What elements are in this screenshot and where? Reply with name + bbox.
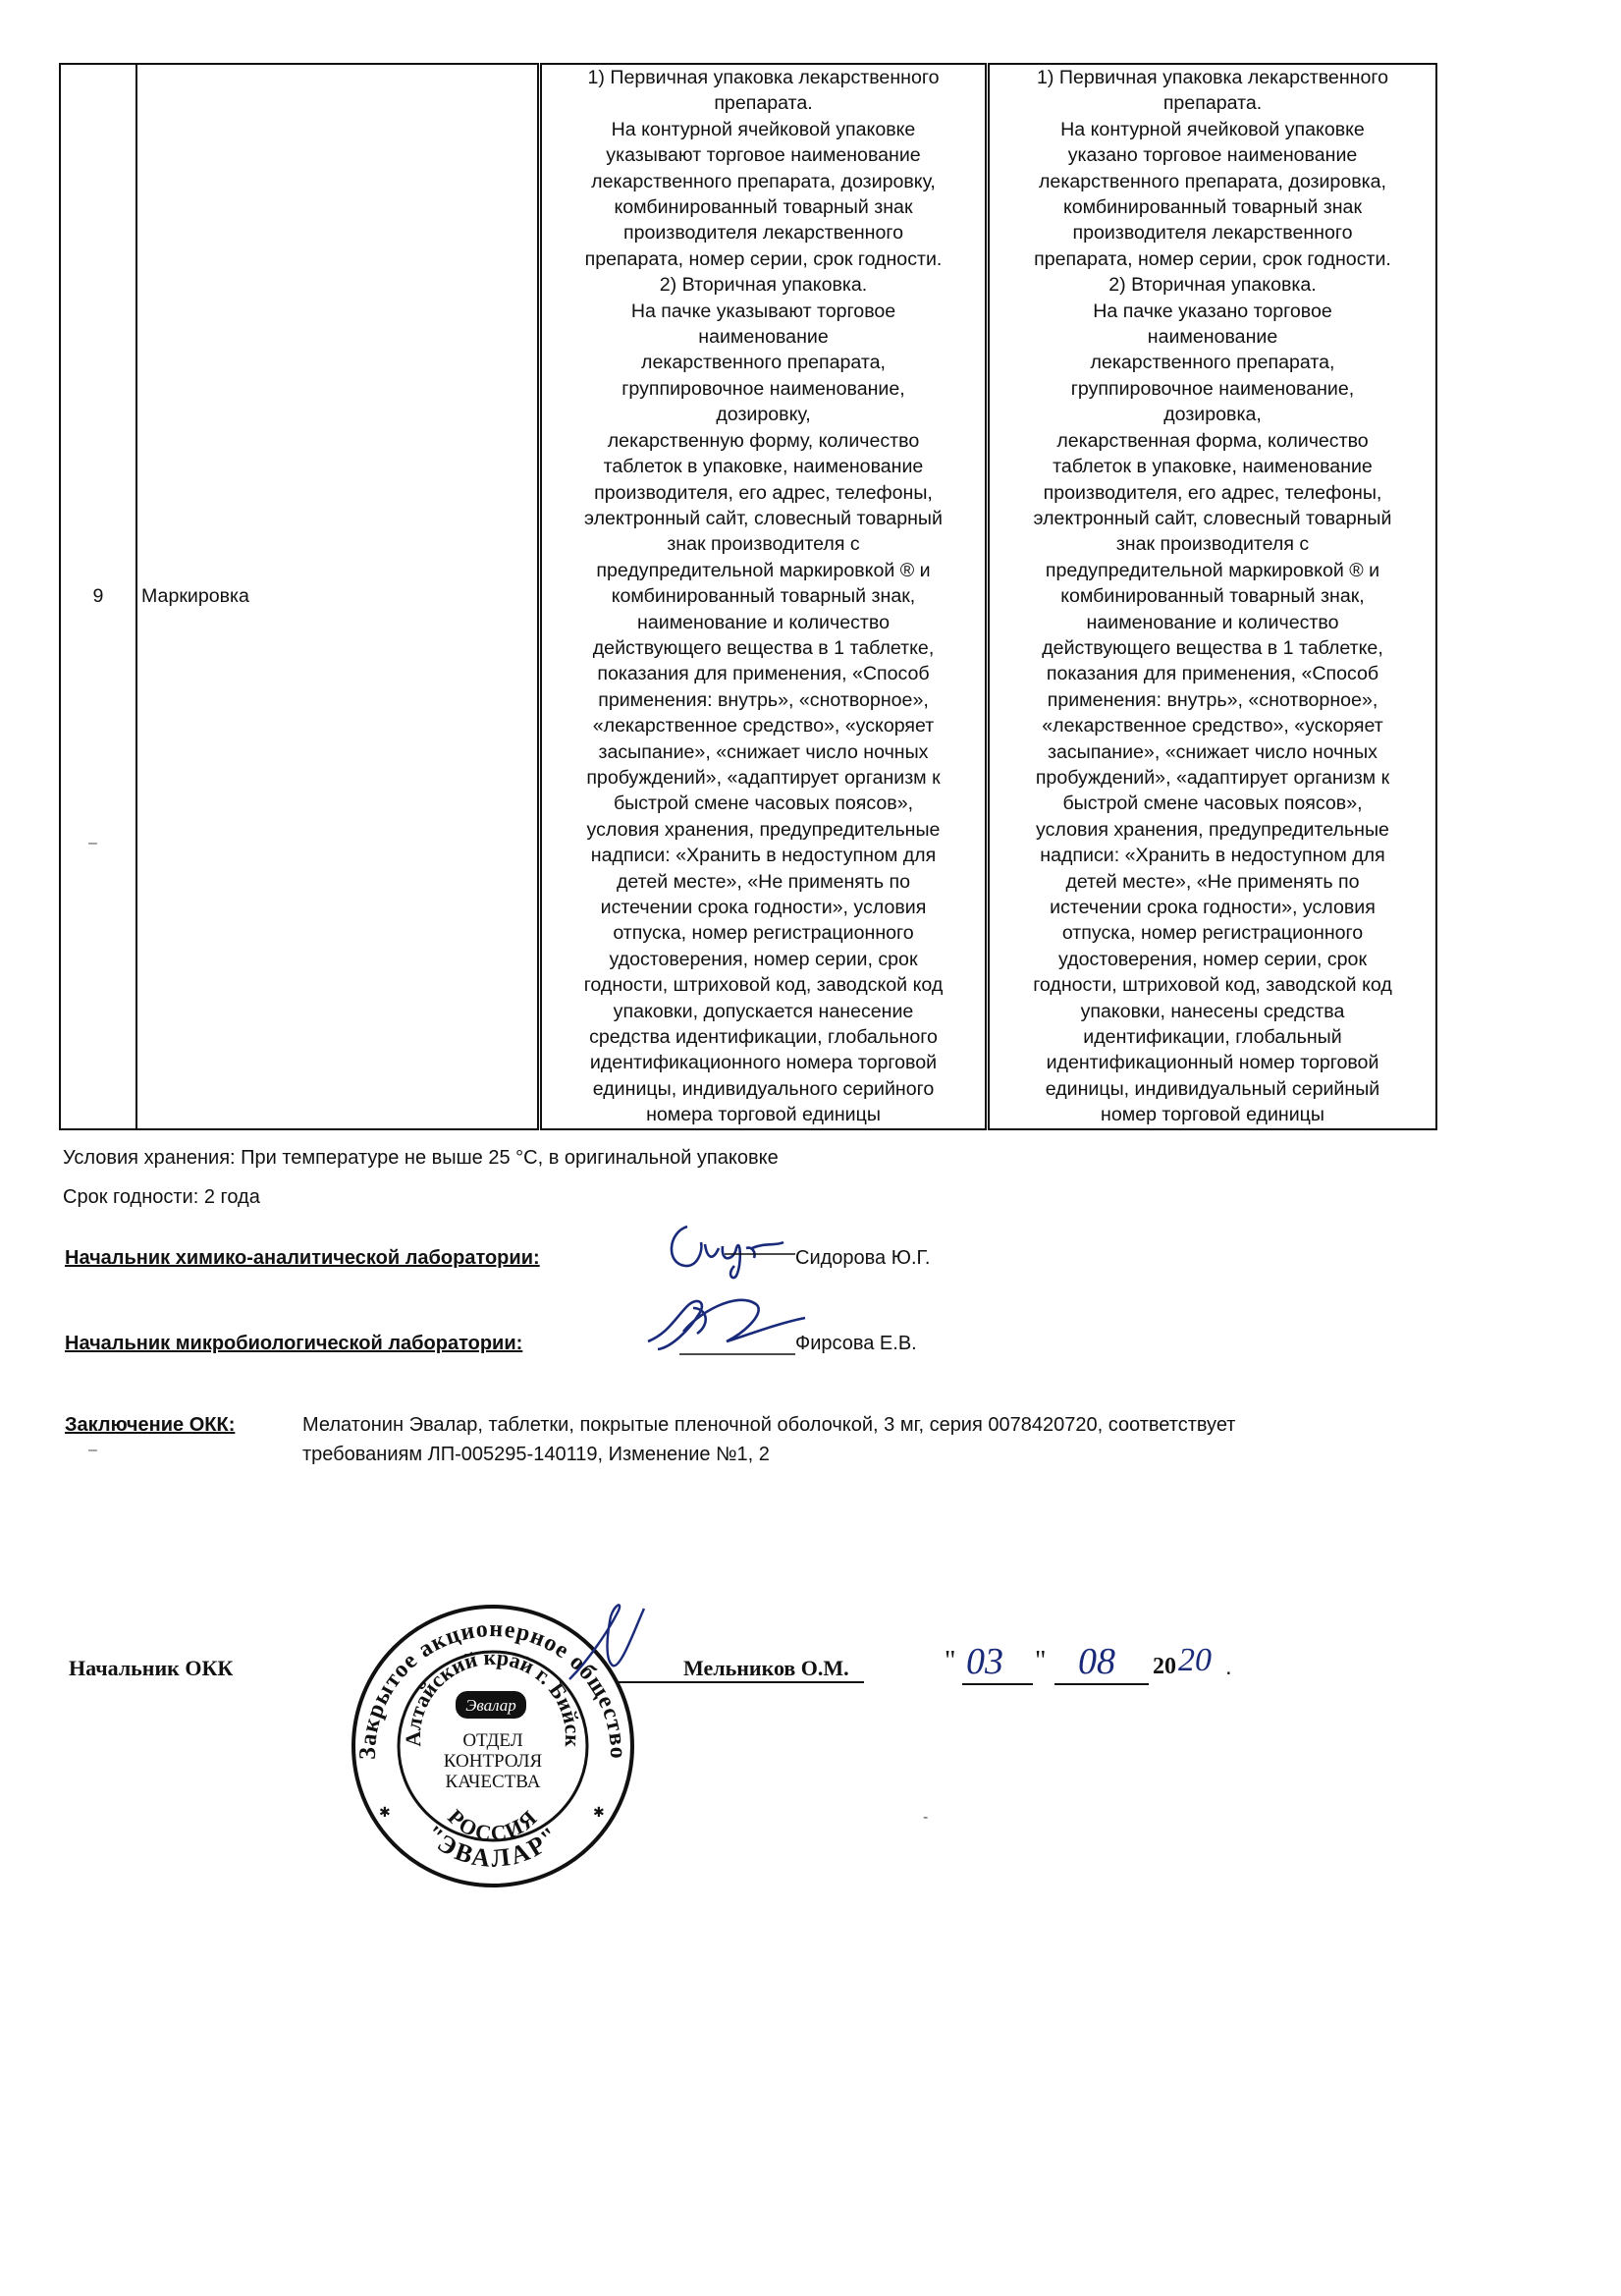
cell-line: производителя, его адрес, телефоны, [1043,481,1382,504]
cell-line: единицы, индивидуальный серийный [1045,1077,1380,1100]
cell-line: отпуска, номер регистрационного [1061,922,1364,945]
cell-line: комбинированный товарный знак, [611,585,916,608]
signature-name-micro: Фирсова Е.В. [795,1333,917,1354]
cell-line: единицы, индивидуального серийного [592,1077,935,1100]
cell-line: предупредительной маркировкой ® и [1045,559,1380,581]
cell-line: На пачке указывают торговое [630,300,896,322]
stamp-inner-text: Алтайский край г. Бийск [400,1644,586,1748]
stamp-center-2: КОНТРОЛЯ [443,1751,543,1772]
cell-line: отпуска, номер регистрационного [613,922,914,945]
cell-line: удостоверения, номер серии, срок [609,948,918,970]
signature-sidorova-icon [658,1213,815,1286]
cell-line: годности, штриховой код, заводской код [1033,974,1392,997]
cell-line: применения: внутрь», «снотворное», [1047,688,1378,711]
cell-line: истечении срока годности», условия [600,897,927,918]
conclusion-line-1: Мелатонин Эвалар, таблетки, покрытые пленочной оболочкой, 3 мг, серия 0078420720, соответствует [302,1414,1236,1436]
cell-line: препарата. [1162,92,1263,115]
cell-line: препарата. [714,92,813,115]
cell-line: быстрой смене часовых поясов», [613,793,914,815]
cell-line: препарата, номер серии, срок годности. [1034,247,1391,270]
stamp-outer-text: Закрытое акционерное общество [354,1616,631,1760]
cell-line: быстрой смене часовых поясов», [1062,793,1363,815]
date-day: 03 [966,1641,1003,1682]
quote-open: " [945,1646,956,1676]
cell-line: истечении срока годности», условия [1050,897,1376,918]
cell-line: показания для применения, «Способ [1046,663,1379,685]
cell-line: знак производителя с [1115,533,1310,556]
cell-line: удостоверения, номер серии, срок [1057,948,1368,970]
head-okk-role: Начальник ОКК [69,1656,234,1680]
cell-line: годности, штриховой код, заводской код [583,974,944,997]
cell-line: На контурной ячейковой упаковке [1060,118,1365,140]
stamp-logo: Эвалар [465,1696,516,1715]
cell-line: На пачке указано торговое [1093,300,1332,322]
cell-line: номера торговой единицы [646,1104,881,1126]
head-okk-signature-line [619,1681,864,1683]
stamp-star-icon: ✱ [379,1804,391,1820]
cell-line: производителя лекарственного [623,222,903,245]
requirement-cell [540,64,988,1129]
cell-line: применения: внутрь», «снотворное», [598,688,929,711]
cell-line: показания для применения, «Способ [597,663,930,685]
cell-line: лекарственного препарата, [1090,352,1335,374]
cell-line: условия хранения, предупредительные [586,818,941,841]
signature-role-micro: Начальник микробиологической лаборатории: [65,1333,523,1354]
signature-name-chem: Сидорова Ю.Г. [795,1247,931,1269]
cell-line: засыпание», «снижает число ночных [1048,740,1378,763]
cell-line: лекарственного препарата, дозировка, [1039,170,1386,192]
quote-close: " [1035,1646,1047,1676]
cell-line: действующего вещества в 1 таблетке, [1042,636,1383,659]
cell-line: производителя лекарственного [1072,222,1353,245]
cell-line: средства идентификации, глобального [589,1026,938,1049]
cell-line: наименование и количество [637,611,890,633]
row-number: 9 [60,64,136,1129]
cell-line: предупредительной маркировкой ® и [596,559,931,581]
storage-conditions: Условия хранения: При температуре не выше 25 °С, в оригинальной упаковке [63,1147,779,1169]
cell-line: препарата, номер серии, срок годности. [584,247,943,270]
cell-line: электронный сайт, словесный товарный [1033,507,1392,529]
approval-date: " 03 " 08 20 20 . [945,1646,1269,1689]
cell-line: надписи: «Хранить в недоступном для [590,845,937,867]
cell-line: комбинированный товарный знак [1062,196,1363,219]
conclusion-label: Заключение ОКК: [65,1414,236,1436]
cell-line: «лекарственное средство», «ускоряет [1042,715,1383,738]
cell-line: лекарственного препарата, дозировку, [591,170,936,192]
cell-line: детей месте», «Не применять по [1065,870,1360,893]
cell-line: пробуждений», «адаптирует организм к [1035,766,1390,789]
margin-mark: - [923,1809,929,1826]
cell-line: производителя, его адрес, телефоны, [594,481,933,504]
cell-line: электронный сайт, словесный товарный [584,507,943,529]
cell-line: указано торговое наименование [1067,144,1358,167]
cell-line: наименование и количество [1086,611,1339,633]
signature-firsova-icon [628,1285,815,1363]
cell-line: 1) Первичная упаковка лекарственного [1037,67,1388,88]
conclusion-line-2: требованиям ЛП-005295-140119, Изменение №1, 2 [302,1444,770,1465]
cell-line: группировочное наименование, [621,377,905,400]
cell-line: комбинированный товарный знак, [1060,585,1365,608]
cell-line: лекарственная форма, количество [1056,429,1369,452]
cell-line: комбинированный товарный знак [614,196,913,219]
cell-line: знак производителя с [667,533,860,556]
date-month: 08 [1078,1641,1115,1682]
cell-line: 1) Первичная упаковка лекарственного [587,67,940,88]
cell-line: таблеток в упаковке, наименование [1053,456,1373,478]
shelf-life: Срок годности: 2 года [63,1186,260,1208]
stamp-star-icon: ✱ [593,1804,605,1820]
head-okk-name: Мельников О.М. [683,1656,849,1680]
stamp-center-3: КАЧЕСТВА [445,1772,541,1792]
cell-line: группировочное наименование, [1070,377,1355,400]
date-year-hand: 20 [1178,1642,1212,1678]
cell-line: лекарственную форму, количество [607,429,920,452]
cell-line: идентификационный номер торговой [1046,1052,1379,1074]
signature-melnikov-icon [550,1591,668,1689]
cell-line: таблеток в упаковке, наименование [603,456,924,478]
stamp-center-1: ОТДЕЛ [462,1730,523,1751]
cell-line: идентификации, глобальный [1083,1026,1342,1049]
actual-cell [988,64,1437,1129]
cell-line: упаковки, нанесены средства [1080,1000,1345,1022]
margin-mark: – [88,835,97,851]
cell-line: наименование [698,326,829,349]
signature-role-chem: Начальник химико-аналитической лаборатории: [65,1247,540,1269]
date-year-printed: 20 [1153,1654,1176,1679]
cell-line: На контурной ячейковой упаковке [611,118,916,140]
margin-mark: – [88,1442,97,1458]
cell-line: условия хранения, предупредительные [1036,818,1389,841]
cell-line: дозировку, [716,404,811,426]
cell-line: дозировка, [1163,404,1262,426]
cell-line: указывают торговое наименование [606,144,921,167]
cell-line: засыпание», «снижает число ночных [598,740,929,763]
table-row [60,64,1436,1129]
row-name: Маркировка [136,64,540,1129]
cell-line: надписи: «Хранить в недоступном для [1040,845,1385,867]
cell-line: идентификационного номера торговой [589,1052,938,1074]
cell-line: наименование [1147,326,1278,349]
cell-line: номер торговой единицы [1101,1104,1324,1126]
cell-line: действующего вещества в 1 таблетке, [592,636,935,659]
conclusion-text [302,1410,1235,1469]
cell-line: «лекарственное средство», «ускоряет [592,715,935,738]
cell-line: 2) Вторичная упаковка. [659,274,868,297]
cell-line: 2) Вторичная упаковка. [1108,274,1317,297]
cell-line: детей месте», «Не применять по [616,870,911,893]
stamp-bottom-1: РОССИЯ [443,1804,543,1846]
cell-line: упаковки, допускается нанесение [613,1000,914,1022]
cell-line: лекарственного препарата, [641,352,886,374]
stamp-bottom-2: "ЭВАЛАР" [418,1819,567,1874]
spec-table [59,63,1437,1130]
cell-line: пробуждений», «адаптирует организм к [586,766,941,789]
